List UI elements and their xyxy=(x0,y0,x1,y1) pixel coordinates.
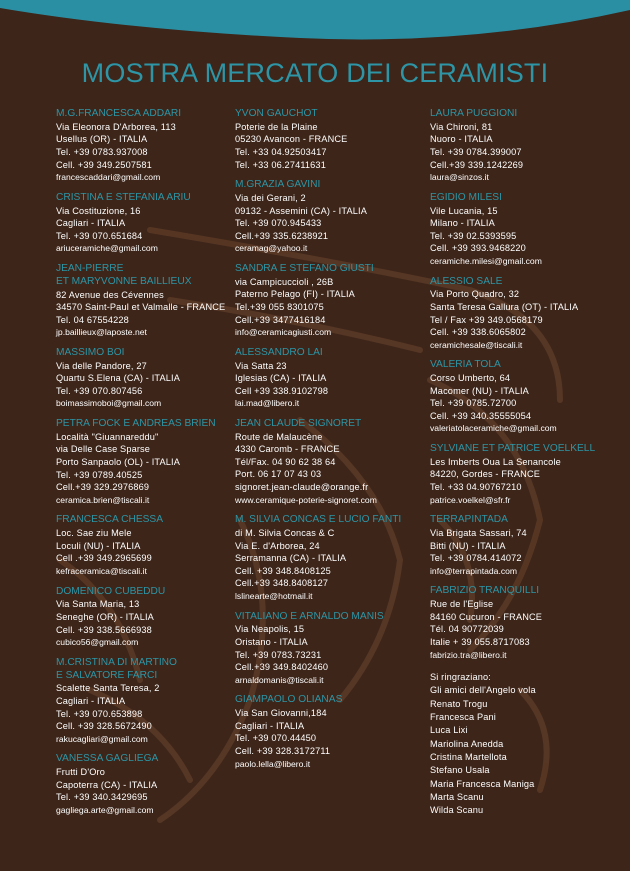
exhibitor-name: TERRAPINTADA xyxy=(430,514,508,526)
exhibitor-email[interactable]: francescaddari@gmail.com xyxy=(56,172,161,183)
exhibitor-detail: Tel. +39 070.653898 xyxy=(56,708,143,719)
exhibitor-detail: Tel. +39 070.651684 xyxy=(56,230,143,241)
exhibitor-detail: di M. Silvia Concas & C xyxy=(235,528,335,539)
exhibitor-entry xyxy=(56,263,246,339)
exhibitor-entry xyxy=(56,586,246,649)
exhibitor-name: JEAN CLAUDE SIGNORET xyxy=(235,417,362,429)
exhibitor-email[interactable]: ariuceramiche@gmail.com xyxy=(56,243,158,254)
exhibitor-entry xyxy=(235,514,425,602)
exhibitor-detail: Quartu S.Elena (CA) - ITALIA xyxy=(56,373,181,384)
exhibitor-detail: Milano - ITALIA xyxy=(430,218,495,229)
exhibitor-email[interactable]: cubico56@gmail.com xyxy=(56,637,139,648)
exhibitor-detail: via Delle Case Sparse xyxy=(56,444,151,455)
exhibitor-detail: Tel. +39 0785.72700 xyxy=(430,398,517,409)
exhibitor-detail: Capoterra (CA) - ITALIA xyxy=(56,779,158,790)
acknowledgement-name: Francesca Pani xyxy=(430,712,496,723)
exhibitor-entry xyxy=(430,443,620,506)
exhibitor-entry xyxy=(235,263,425,339)
exhibitor-entry xyxy=(235,347,425,410)
exhibitor-detail: 84220, Gordes - FRANCE xyxy=(430,469,541,480)
acknowledgement-name: Maria Francesca Maniga xyxy=(430,778,535,789)
exhibitor-email[interactable]: lai.mad@libero.it xyxy=(235,398,300,409)
exhibitor-email[interactable]: info@terrapintada.com xyxy=(430,565,518,576)
exhibitor-detail: Vile Lucania, 15 xyxy=(430,205,498,216)
exhibitor-detail: Tel. +33 04.90767210 xyxy=(430,482,522,493)
exhibitor-detail: Via Porto Quadro, 32 xyxy=(430,289,520,300)
exhibitor-detail: Tel.+39 055 8301075 xyxy=(235,301,324,312)
exhibitor-detail: Tel. +39 0789.40525 xyxy=(56,469,143,480)
acknowledgements xyxy=(430,671,620,817)
exhibitor-name: MASSIMO BOI xyxy=(56,346,125,358)
acknowledgement-name: Marta Scanu xyxy=(430,791,484,802)
exhibitor-email[interactable]: arnaldomanis@tiscali.it xyxy=(235,674,324,685)
exhibitor-name: GIAMPAOLO OLIANAS xyxy=(235,694,343,706)
exhibitor-detail: Serramanna (CA) - ITALIA xyxy=(235,553,347,564)
exhibitor-detail: Tel. 04 67554228 xyxy=(56,314,129,325)
exhibitor-email[interactable]: info@ceramicagiusti.com xyxy=(235,327,332,338)
exhibitor-detail: Via Costituzione, 16 xyxy=(56,205,141,216)
exhibitor-detail: Cell. +39 338.5666938 xyxy=(56,624,152,635)
exhibitor-name: VANESSA GAGLIEGA xyxy=(56,753,159,765)
exhibitor-detail: Cell .+39 349.2965699 xyxy=(56,553,152,564)
exhibitor-detail: Santa Teresa Gallura (OT) - ITALIA xyxy=(430,301,579,312)
exhibitor-detail: via Campicuccioli , 26B xyxy=(235,276,334,287)
exhibitor-detail: Iglesias (CA) - ITALIA xyxy=(235,373,327,384)
exhibitor-detail: Via Eleonora D'Arborea, 113 xyxy=(56,121,176,132)
exhibitor-entry xyxy=(235,418,425,506)
exhibitor-detail: Via dei Gerani, 2 xyxy=(235,192,306,203)
exhibitor-email[interactable]: gagliega.arte@gmail.com xyxy=(56,804,154,815)
exhibitor-entry xyxy=(56,108,246,184)
exhibitor-email[interactable]: fabrizio.tra@libero.it xyxy=(430,649,507,660)
exhibitor-detail: Via E. d'Arborea, 24 xyxy=(235,540,320,551)
exhibitor-detail: Via Chironi, 81 xyxy=(430,121,493,132)
exhibitor-detail: Via Santa Maria, 13 xyxy=(56,599,140,610)
exhibitor-column-1 xyxy=(56,108,246,825)
exhibitor-detail: Loculi (NU) - ITALIA xyxy=(56,540,141,551)
exhibitor-entry xyxy=(56,753,246,816)
exhibitor-name: ALESSANDRO LAI xyxy=(235,346,323,358)
exhibitor-detail: Route de Malaucène xyxy=(235,431,323,442)
exhibitor-detail: Cell.+39 349.8402460 xyxy=(235,662,329,673)
exhibitor-name: E SALVATORE FARCI xyxy=(56,669,158,681)
exhibitor-name: CRISTINA E STEFANIA ARIU xyxy=(56,191,191,203)
acknowledgements-heading: Si ringraziano: xyxy=(430,672,491,683)
exhibitor-detail: 34570 Saint-Paul et Valmalle - FRANCE xyxy=(56,302,226,313)
exhibitor-column-3 xyxy=(430,108,620,817)
exhibitor-detail: Tel. +39 070.945433 xyxy=(235,218,322,229)
exhibitor-detail: Nuoro - ITALIA xyxy=(430,134,493,145)
exhibitor-detail: Via Satta 23 xyxy=(235,360,287,371)
exhibitor-entry xyxy=(56,514,246,577)
exhibitor-email[interactable]: valeriatolaceramiche@gmail.com xyxy=(430,423,557,434)
exhibitor-detail: Tél/Fax. 04 90 62 38 64 xyxy=(235,456,336,467)
exhibitor-name: FABRIZIO TRANQUILLI xyxy=(430,585,540,597)
exhibitor-name: M. SILVIA CONCAS E LUCIO FANTI xyxy=(235,514,402,526)
exhibitor-email[interactable]: lslinearte@hotmail.it xyxy=(235,591,313,601)
exhibitor-detail: Cell. +39 328.3172711 xyxy=(235,745,331,756)
exhibitor-entry xyxy=(430,192,620,268)
exhibitor-detail: 05230 Avancon - FRANCE xyxy=(235,134,348,145)
exhibitor-detail: Tel. +39 070.44450 xyxy=(235,733,317,744)
exhibitor-email[interactable]: jp.baillieux@laposte.net xyxy=(56,327,147,338)
exhibitor-name: DOMENICO CUBEDDU xyxy=(56,585,166,597)
exhibitor-entry xyxy=(235,108,425,171)
acknowledgement-name: Gli amici dell'Angelo vola xyxy=(430,685,536,696)
exhibitor-name: ET MARYVONNE BAILLIEUX xyxy=(56,275,192,287)
exhibitor-detail: Rue de l'Eglise xyxy=(430,599,494,610)
exhibitor-name: YVON GAUCHOT xyxy=(235,108,318,119)
exhibitor-email[interactable]: ceramichesale@tiscali.it xyxy=(430,339,523,350)
exhibitor-name: ALESSIO SALE xyxy=(430,275,503,287)
exhibitor-detail: signoret.jean-claude@orange.fr xyxy=(235,482,369,493)
acknowledgement-name: Stefano Usala xyxy=(430,765,490,776)
exhibitor-email[interactable]: ceramag@yahoo.it xyxy=(235,243,308,254)
exhibitor-entry xyxy=(430,108,620,184)
exhibitor-name: SANDRA E STEFANO GIUSTI xyxy=(235,262,374,274)
exhibitor-detail: Tel. +39 0783.937008 xyxy=(56,146,148,157)
exhibitor-detail: Cagliari - ITALIA xyxy=(56,695,126,706)
exhibitor-detail: 4330 Caromb - FRANCE xyxy=(235,444,340,455)
exhibitor-entry xyxy=(430,276,620,352)
exhibitor-detail: Tel. +39 02.5393595 xyxy=(430,230,517,241)
exhibitor-detail: Cell. +39 340.35555054 xyxy=(430,410,532,421)
exhibitor-detail: Les Imberts Oua La Senancole xyxy=(430,456,561,467)
exhibitor-detail: Bitti (NU) - ITALIA xyxy=(430,540,506,551)
exhibitor-name: M.CRISTINA DI MARTINO xyxy=(56,656,177,668)
exhibitor-name: VITALIANO E ARNALDO MANIS xyxy=(235,610,384,622)
exhibitor-detail: Tel. +39 0784.399007 xyxy=(430,146,522,157)
exhibitor-detail: Tél. 04 90772039 xyxy=(430,624,504,635)
exhibitor-detail: Corso Umberto, 64 xyxy=(430,373,511,384)
exhibitor-detail: Cell +39 338.9102798 xyxy=(235,385,329,396)
exhibitor-detail: Cell. +39 348.8408125 xyxy=(235,565,331,576)
exhibitor-name: VALERIA TOLA xyxy=(430,359,501,371)
exhibitor-entry xyxy=(56,347,246,410)
acknowledgement-name: Cristina Martellota xyxy=(430,751,507,762)
acknowledgement-name: Luca Lixi xyxy=(430,725,468,736)
exhibitor-detail: Poterie de la Plaine xyxy=(235,121,318,132)
exhibitor-email[interactable]: ceramica.brien@tiscali.it xyxy=(56,494,150,505)
acknowledgement-name: Mariolina Anedda xyxy=(430,738,504,749)
exhibitor-detail: Tel / Fax +39 349.0568179 xyxy=(430,314,543,325)
exhibitor-detail: 84160 Cucuron - FRANCE xyxy=(430,611,543,622)
exhibitor-entry xyxy=(235,179,425,255)
exhibitor-entry xyxy=(430,585,620,661)
exhibitor-detail: Porto Sanpaolo (OL) - ITALIA xyxy=(56,457,181,468)
exhibitor-detail: Italie + 39 055.8717083 xyxy=(430,636,530,647)
exhibitor-detail: Tel. +39 070.807456 xyxy=(56,385,143,396)
exhibitor-entry xyxy=(235,611,425,687)
exhibitor-email[interactable]: www.ceramique-poterie-signoret.com xyxy=(235,494,377,505)
exhibitor-name: JEAN-PIERRE xyxy=(56,262,124,274)
exhibitor-name: FRANCESCA CHESSA xyxy=(56,514,163,526)
exhibitor-detail: Cell. +39 338.6065802 xyxy=(430,327,526,338)
exhibitor-detail: Cagliari - ITALIA xyxy=(235,720,305,731)
exhibitor-detail: Via San Giovanni,184 xyxy=(235,708,327,719)
exhibitor-detail: Macomer (NU) - ITALIA xyxy=(430,385,529,396)
acknowledgement-name: Renato Trogu xyxy=(430,698,488,709)
exhibitor-email[interactable]: kefraceramica@tiscali.it xyxy=(56,566,147,577)
exhibitor-detail: Cagliari - ITALIA xyxy=(56,218,126,229)
exhibitor-column-2 xyxy=(235,108,425,778)
exhibitor-detail: Tel. +39 340.3429695 xyxy=(56,792,148,803)
exhibitor-email[interactable]: rakucagliari@gmail.com xyxy=(56,733,148,744)
exhibitor-detail: Tel. +39 0783.73231 xyxy=(235,649,322,660)
exhibitor-email[interactable]: paolo.lella@libero.it xyxy=(235,758,311,769)
exhibitor-name: SYLVIANE ET PATRICE VOELKELL xyxy=(430,443,596,455)
exhibitor-detail: Cell.+39 348.8408127 xyxy=(235,578,329,589)
exhibitor-detail: Via delle Pandore, 27 xyxy=(56,360,147,371)
exhibitor-detail: Via Neapolis, 15 xyxy=(235,624,305,635)
exhibitor-detail: Seneghe (OR) - ITALIA xyxy=(56,612,154,622)
exhibitor-detail: Cell.+39 335.6238921 xyxy=(235,230,329,241)
exhibitor-detail: Cell. +39 328.5672490 xyxy=(56,721,152,732)
exhibitor-detail: Cell. +39 393.9468220 xyxy=(430,243,526,254)
exhibitor-email[interactable]: laura@sinzos.it xyxy=(430,172,489,183)
page-title: MOSTRA MERCATO DEI CERAMISTI xyxy=(81,58,549,88)
exhibitor-entry xyxy=(56,192,246,255)
exhibitor-name: M.G.FRANCESCA ADDARI xyxy=(56,108,182,119)
exhibitor-entry xyxy=(56,657,246,746)
exhibitor-detail: Via Brigata Sassari, 74 xyxy=(430,528,527,539)
exhibitor-name: LAURA PUGGIONI xyxy=(430,108,518,119)
exhibitor-detail: Oristano - ITALIA xyxy=(235,636,308,647)
exhibitor-entry xyxy=(430,514,620,577)
acknowledgement-name: Wilda Scanu xyxy=(430,805,484,816)
exhibitor-detail: 09132 - Assemini (CA) - ITALIA xyxy=(235,205,367,216)
exhibitor-entry xyxy=(430,359,620,435)
exhibitor-detail: Usellus (OR) - ITALIA xyxy=(56,134,148,145)
exhibitor-detail: Cell.+39 339.1242269 xyxy=(430,159,524,170)
exhibitor-name: M.GRAZIA GAVINI xyxy=(235,179,321,191)
exhibitor-detail: Tel. +39 0784.414072 xyxy=(430,553,522,564)
exhibitor-entry xyxy=(56,418,246,506)
exhibitor-entry xyxy=(235,694,425,770)
exhibitor-detail: Cell.+39 329.2976869 xyxy=(56,482,150,493)
exhibitor-detail: Scalette Santa Teresa, 2 xyxy=(56,683,160,694)
exhibitor-detail: Tel. +33 04.92503417 xyxy=(235,146,327,157)
exhibitor-detail: Località "Giuannareddu" xyxy=(56,431,159,442)
exhibitor-detail: Tel. +33 06.27411631 xyxy=(235,159,326,170)
exhibitor-detail: Loc. Sae ziu Mele xyxy=(56,528,132,539)
exhibitor-name: PETRA FOCK E ANDREAS BRIEN xyxy=(56,418,216,430)
exhibitor-email[interactable]: patrice.voelkel@sfr.fr xyxy=(430,494,511,505)
exhibitor-detail: Frutti D'Oro xyxy=(56,767,105,778)
exhibitor-detail: Cell.+39 3477416184 xyxy=(235,314,326,325)
exhibitor-detail: Port. 06 17 07 43 03 xyxy=(235,469,322,480)
exhibitor-name: EGIDIO MILESI xyxy=(430,191,502,203)
exhibitor-email[interactable]: boimassimoboi@gmail.com xyxy=(56,398,162,409)
exhibitor-email[interactable]: ceramiche.milesi@gmail.com xyxy=(430,255,542,266)
exhibitor-detail: Paterno Pelago (FI) - ITALIA xyxy=(235,289,355,300)
exhibitor-detail: Cell. +39 349.2507581 xyxy=(56,159,152,170)
exhibitor-detail: 82 Avenue des Cévennes xyxy=(56,289,164,300)
